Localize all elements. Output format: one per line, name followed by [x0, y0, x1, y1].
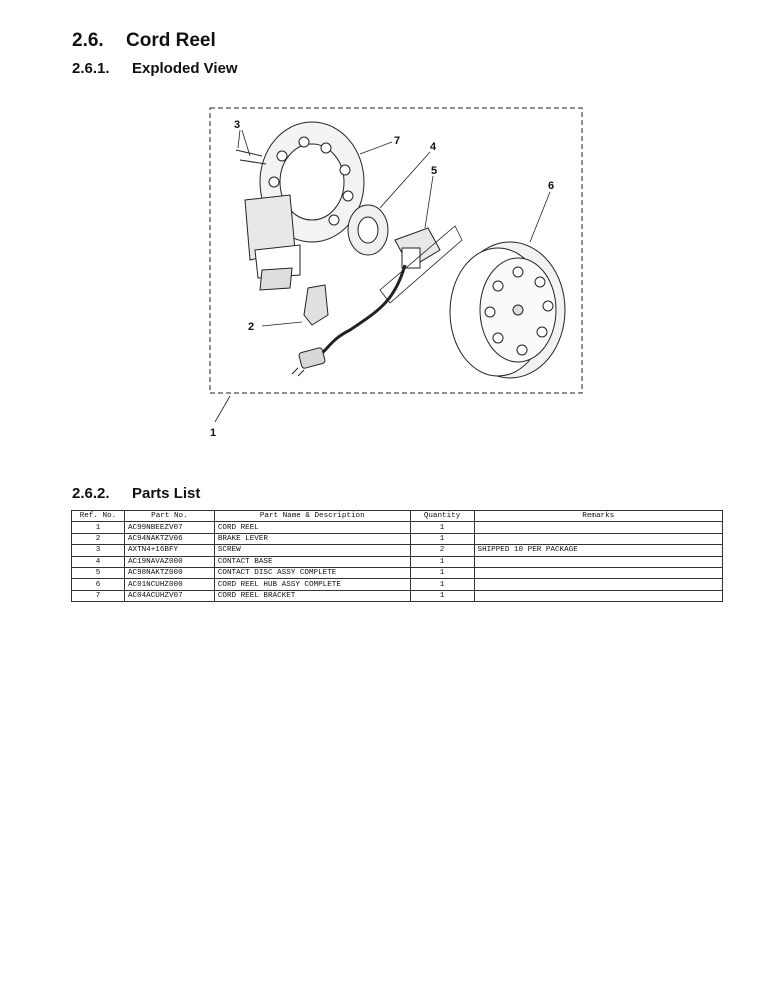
section-title: Cord Reel [126, 30, 216, 51]
header-ref-no: Ref. No. [72, 511, 125, 522]
header-part-name: Part Name & Description [214, 511, 410, 522]
subsection-title: Exploded View [132, 60, 238, 77]
remarks-cell [474, 522, 722, 533]
remarks-cell [474, 556, 722, 567]
subsection-heading-exploded-view [72, 60, 238, 77]
subsection-heading-parts-list [72, 485, 200, 502]
contact-base [348, 205, 388, 255]
quantity-cell: 1 [410, 522, 474, 533]
table-row [72, 556, 723, 567]
table-header-row [72, 511, 723, 522]
table-row [72, 567, 723, 578]
callout-6: 6 [548, 180, 555, 192]
table-row [72, 590, 723, 601]
remarks-cell [474, 533, 722, 544]
cord-reel-bracket [245, 122, 364, 290]
parts-list-table [71, 510, 723, 602]
section-number: 2.6. [72, 30, 104, 51]
remarks-cell [474, 567, 722, 578]
header-quantity: Quantity [410, 511, 474, 522]
exploded-view-diagram [200, 100, 590, 450]
header-part-no: Part No. [124, 511, 214, 522]
part-name-cell: CONTACT BASE [214, 556, 410, 567]
part-no-cell: AC04ACUHZV07 [124, 590, 214, 601]
callout-3-leader-a [238, 130, 240, 148]
header-remarks: Remarks [474, 511, 722, 522]
part-name-cell: CONTACT DISC ASSY COMPLETE [214, 567, 410, 578]
part-no-cell: AC19NAVAZ000 [124, 556, 214, 567]
ref-no-cell: 5 [72, 567, 125, 578]
part-name-cell: CORD REEL HUB ASSY COMPLETE [214, 579, 410, 590]
remarks-cell [474, 579, 722, 590]
quantity-cell: 1 [410, 567, 474, 578]
ref-no-cell: 3 [72, 545, 125, 556]
part-no-cell: AXTN4+16BFY [124, 545, 214, 556]
callout-3: 3 [234, 119, 241, 131]
ref-no-cell: 7 [72, 590, 125, 601]
ref-no-cell: 2 [72, 533, 125, 544]
quantity-cell: 1 [410, 590, 474, 601]
table-row [72, 545, 723, 556]
quantity-cell: 1 [410, 556, 474, 567]
callout-1-leader [215, 396, 230, 422]
subsection-title: Parts List [132, 485, 201, 502]
part-name-cell: SCREW [214, 545, 410, 556]
ref-no-cell: 4 [72, 556, 125, 567]
callout-5: 5 [431, 165, 438, 177]
callout-7-leader [360, 142, 392, 154]
table-row [72, 579, 723, 590]
callout-4-leader [380, 152, 430, 208]
callout-7: 7 [394, 135, 401, 147]
remarks-cell [474, 590, 722, 601]
part-no-cell: AC94NAKTZV06 [124, 533, 214, 544]
callout-5-leader [425, 176, 433, 228]
brake-lever [304, 285, 328, 325]
subsection-number: 2.6.1. [72, 60, 110, 77]
exploded-view-figure [200, 100, 590, 450]
part-name-cell: CORD REEL BRACKET [214, 590, 410, 601]
callout-4: 4 [430, 141, 437, 153]
ref-no-cell: 6 [72, 579, 125, 590]
cord-reel-hub [450, 242, 565, 378]
screws [236, 150, 266, 164]
table-row [72, 533, 723, 544]
quantity-cell: 2 [410, 545, 474, 556]
callout-1: 1 [210, 427, 217, 439]
part-name-cell: BRAKE LEVER [214, 533, 410, 544]
quantity-cell: 1 [410, 579, 474, 590]
part-name-cell: CORD REEL [214, 522, 410, 533]
subsection-number: 2.6.2. [72, 485, 110, 502]
power-cord [318, 265, 405, 356]
contact-disc-assy [395, 228, 440, 268]
remarks-cell: SHIPPED 10 PER PACKAGE [474, 545, 722, 556]
ref-no-cell: 1 [72, 522, 125, 533]
section-heading [72, 30, 216, 52]
callout-6-leader [530, 192, 550, 242]
callout-2: 2 [248, 321, 255, 333]
power-plug [292, 347, 326, 376]
quantity-cell: 1 [410, 533, 474, 544]
callout-2-leader [262, 322, 302, 326]
part-no-cell: AC98NAKTZ000 [124, 567, 214, 578]
table-row [72, 522, 723, 533]
part-no-cell: AC99NBEEZV07 [124, 522, 214, 533]
part-no-cell: AC01NCUHZ000 [124, 579, 214, 590]
